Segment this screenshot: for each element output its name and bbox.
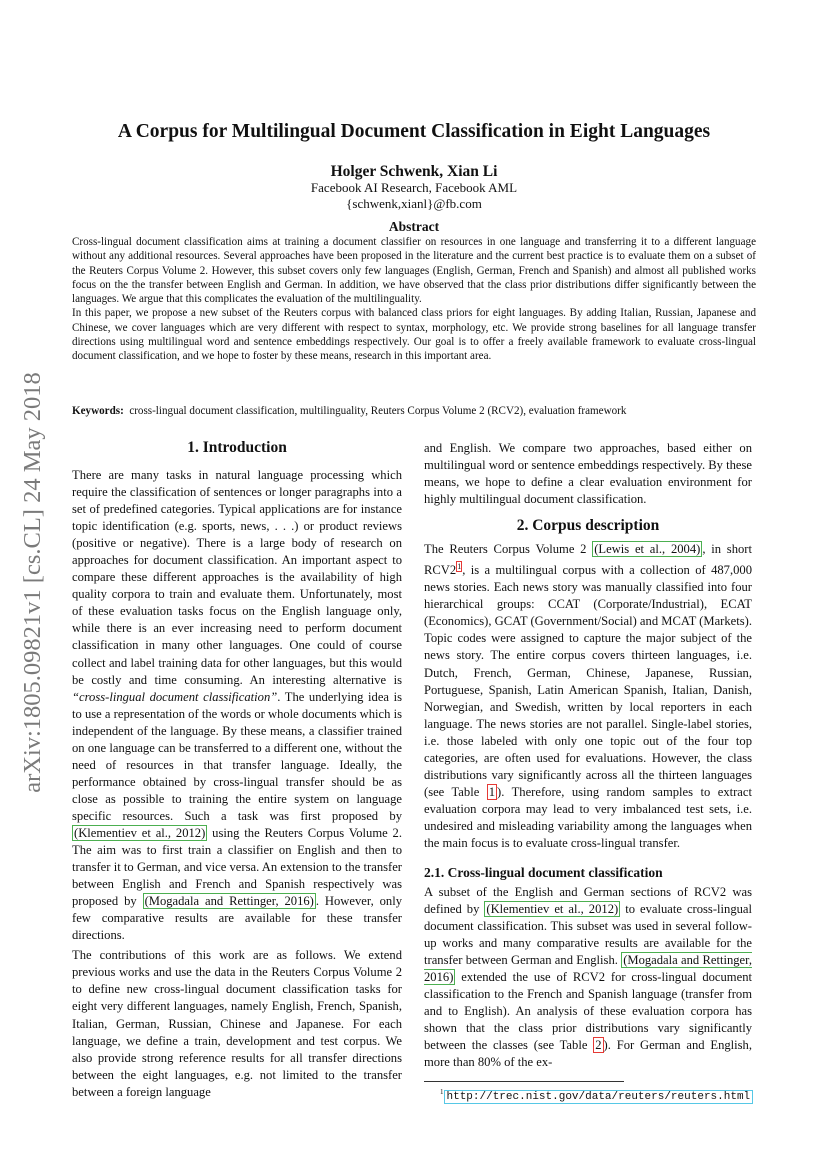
arxiv-stamp [16,330,50,835]
keywords-label: Keywords: [72,405,124,417]
left-column [72,467,402,1104]
email: {schwenk,xianl}@fb.com [346,196,482,211]
right-column-top: and English. We compare two approaches, based either on multilingual word or sentence embeddings respectively. By these means, we hope to define a clear evaluation environment for highly multilingual document classification. [424,441,752,507]
paper-title: A Corpus for Multilingual Document Classification in Eight Languages [117,121,711,142]
citation-link[interactable]: (Lewis et al., 2004) [594,542,701,556]
intro-paragraph: The contributions of this work are as follows. We extend previous works and use the data in the Reuters Corpus Volume 2 to define new cross-lingual document classification tasks for eight very different languages, namely English, French, Spanish, Italian, German, Russian, Chinese and Japanese. For each language, we define a train, development and test corpus. We also provide strong reference results for all transfer directions between the eight languages, e.g. not limited to the transfer between a foreign language [72,948,402,1099]
citation-link[interactable]: (Klementiev et al., 2012) [74,825,206,840]
table-reference-link[interactable]: 2 [595,1038,602,1053]
text-run: using the Reuters Corpus Volume 2. The aim was to first train a classifier on English and then to transfer it to German, and vice versa. An extension to the transfer between English and French and Spanish respectively was proposed by [72,825,403,909]
abstract [72,235,756,364]
arxiv-stamp-text: arXiv:1805.09821v1 [cs.CL] 24 May 2018 [19,372,46,793]
text-run: ). Therefore, using random samples to extract evaluation corpora may lead to very imbalanced test sets, i.e. undesired and misleading variability among the languages when the main focus is to evaluate cross-lingual transfer. [424,784,752,850]
abstract-paragraph: Cross-lingual document classification aims at training a document classifier on resources in one language and transferring it to a different language without any additional resources. Several approaches have been proposed in the literature and the current best practice is to evaluate them on a subset of the Reuters Corpus Volume 2. However, this subset covers only few languages (English, German, French and Spanish) and almost all published works focus on the the transfer between English and German. In addition, we have observed that the class prior distributions differ significantly between the languages. We argue that this complicates the evaluation of the multilinguality. [72,236,756,306]
authors: Holger Schwenk, Xian Li [330,163,498,180]
footnote-url-link[interactable]: http://trec.nist.gov/data/reuters/reuters.html [444,1090,754,1104]
citation-link[interactable]: (Mogadala and Rettinger, 2016) [144,894,314,909]
text-run: extended the use of RCV2 for cross-lingual document classification to the French and Spanish language (transfer from and to English). An analysis of these evaluation corpora has shown that the class prior distributions vary significantly between the classes (see Table [424,970,752,1053]
text-run: . However, only few comparative results are available for these transfer directions. [72,894,403,943]
text-run: to evaluate cross-lingual document classification. This subset was used in several follow-up works and many comparative results are available for the transfer between German and English. [424,902,752,968]
text-run: , is a multilingual corpus with a collection of 487,000 news stories. Each news story was manually classified into four hierarchical groups: CCAT (Corporate/Industrial), ECAT (Economics), GCAT (Government/Social) and MCAT (Markets). Topic codes were assigned to capture the major subject of the news story. The entire corpus covers thirteen languages, i.e. Dutch, French, German, Chinese, Japanese, Russian, Portuguese, Spanish, Latin American Spanish, Italian, Danish, Norwegian, and Swedish, written by local reporters in each language. The news stories are not parallel. Single-label stories, i.e. those labeled with only one topic out of the four top categories, are often used for evaluations. However, the class distributions vary significantly across all the thirteen languages (see Table [424,563,752,799]
text-run: , in short RCV2 [424,542,752,578]
section-heading-introduction: 1. Introduction [187,439,287,456]
affiliation: Facebook AI Research, Facebook AML [310,180,518,195]
keywords [72,404,756,418]
italic-term: “cross-lingual document classification” [72,689,278,704]
text-run: . The underlying idea is to use a representation of the words or whole documents which is independent of the language. By these means, a classifier trained on one language can be transferred to a different one, without the need of resources in that transfer language. Ideally, the performance obtained by cross-lingual transfer should be as close as possible to training the entire system on language specific resources. Such a task was first proposed by [72,689,402,823]
footnote-rule [424,1081,624,1082]
text-run: There are many tasks in natural language processing which require the classification of sentences or longer paragraphs into a set of predefined categories. Typical applications are for instance topic identification (e.g. sports, news, . . .) or product reviews (positive or negative). There is a large body of research on approaches for document classification. An important aspect to compare these different approaches is the availability of high quality corpora to train and evaluate them. Unfortunately, most of these evaluation tasks focus on the English language only, while there is an ever increasing need to perform document classification in many other languages. One could of course collect and label training data for other languages, but this would be costly and time consuming. An interesting alternative is [72,468,402,687]
citation-link[interactable]: (Mogadala and Rettinger, 2016) [424,953,752,985]
intro-paragraph [72,467,402,944]
text-run: A subset of the English and German sections of RCV2 was defined by [424,885,752,917]
cross-lingual-paragraph [424,884,752,1072]
footnote-link[interactable]: 1 [457,562,462,572]
citation-link[interactable]: (Klementiev et al., 2012) [486,902,619,917]
corpus-paragraph [424,541,752,852]
abstract-paragraph: In this paper, we propose a new subset of the Reuters corpus with balanced class priors for eight languages. By adding Italian, Russian, Japanese and Chinese, we cover languages which are very different with respect to syntax, morphology, etc. We provide strong baselines for all language transfer directions using multilingual word and sentence embeddings respectively. Our goal is to offer a freely available framework to evaluate cross-lingual document classification, and we hope to foster by these means, research in this important area. [72,307,756,363]
footnote [440,1088,753,1103]
text-run: ). For German and English, more than 80% of the ex- [424,1038,753,1070]
keywords-text: cross-lingual document classification, multilinguality, Reuters Corpus Volume 2 (RCV2), evaluation framework [129,405,627,417]
table-reference-link[interactable]: 1 [488,784,496,799]
abstract-heading: Abstract [388,219,440,234]
text-run: The Reuters Corpus Volume 2 [424,542,593,556]
subsection-heading: 2.1. Cross-lingual document classification [424,865,663,880]
section-heading-corpus: 2. Corpus description [516,517,660,534]
footnote-number: 1 [440,1088,444,1096]
